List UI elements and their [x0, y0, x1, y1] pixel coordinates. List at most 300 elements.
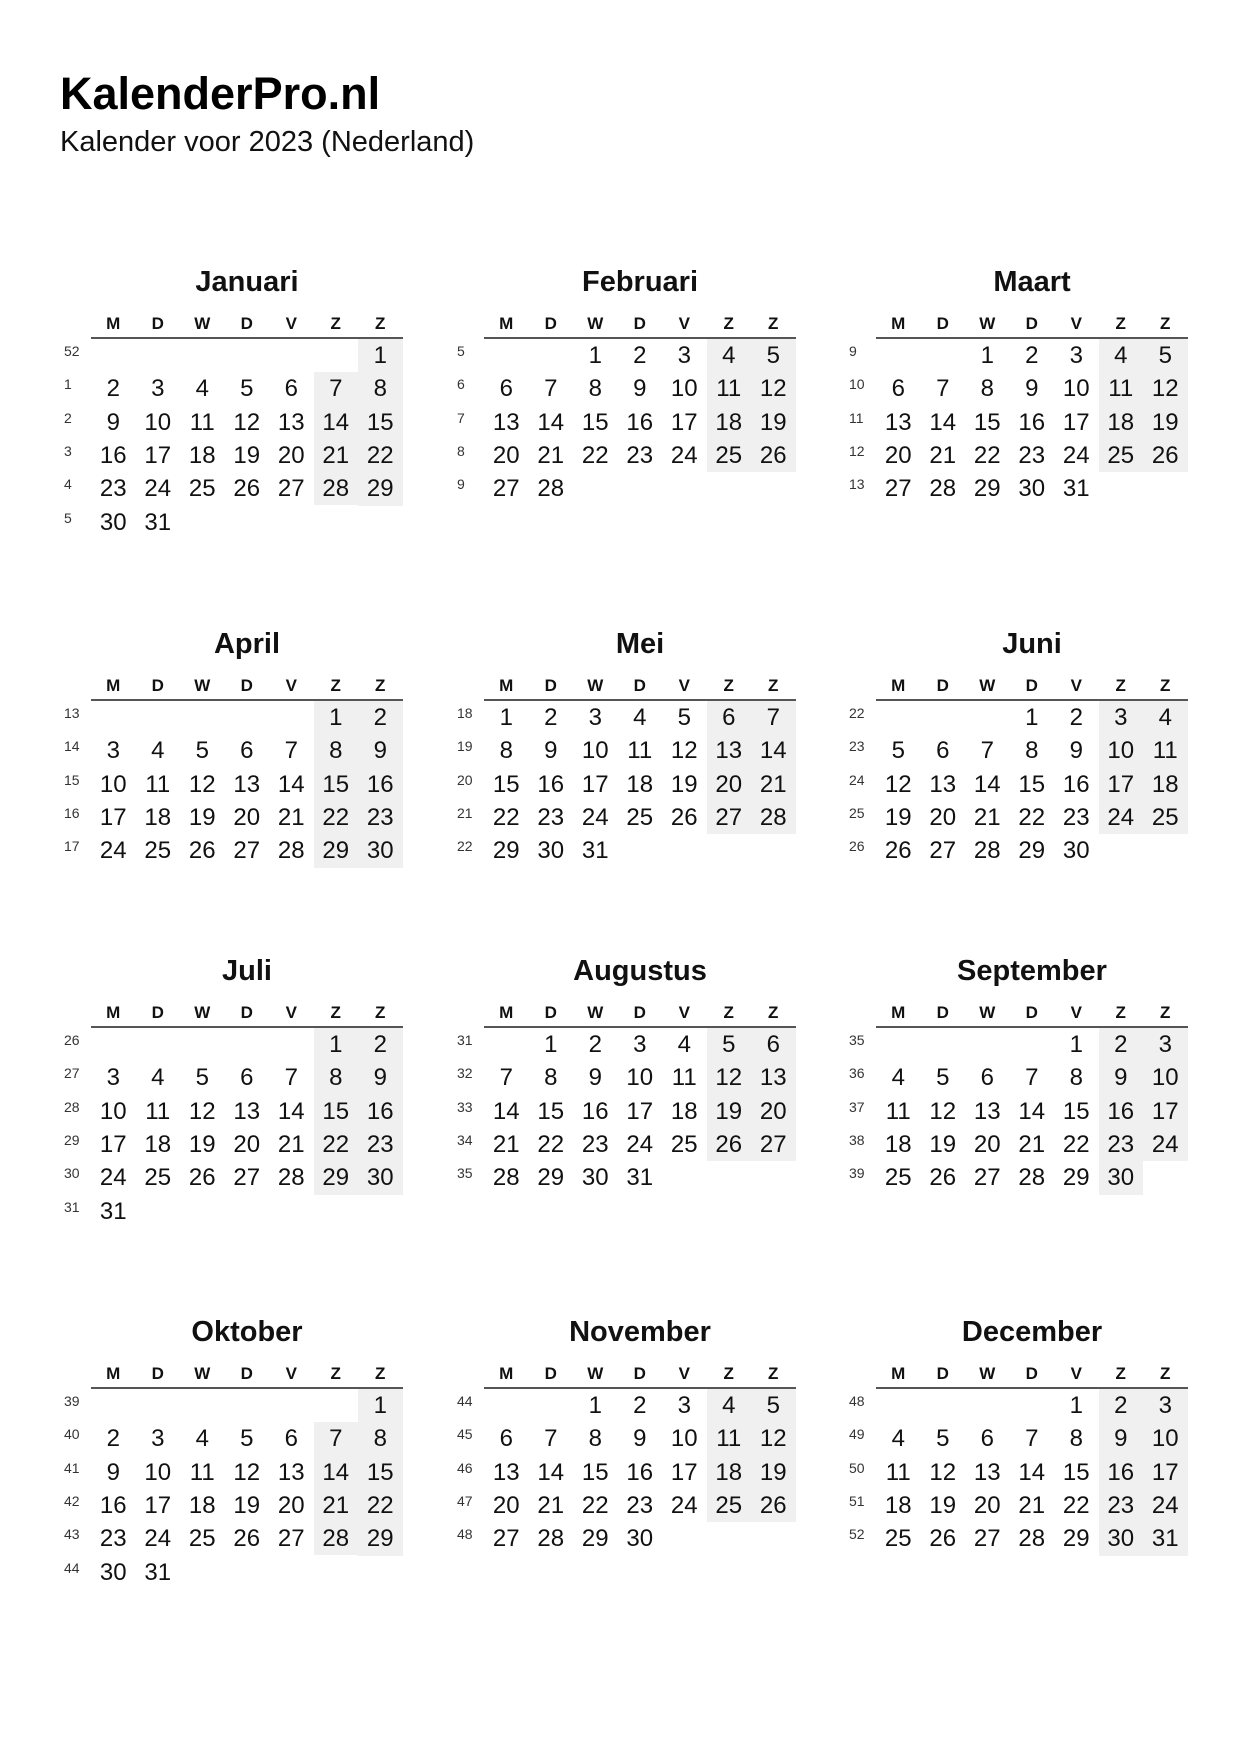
- day-cell: 5: [240, 1425, 254, 1453]
- day-cell: 4: [891, 1425, 905, 1453]
- week-number: 44: [64, 1559, 80, 1576]
- day-cell: 1: [1069, 1031, 1083, 1058]
- week-number: 16: [64, 804, 80, 821]
- weekday-header: V: [678, 1364, 690, 1383]
- day-cell: 4: [195, 375, 209, 403]
- weekend-day-cell: 1: [329, 704, 343, 731]
- weekday-header: Z: [330, 1364, 341, 1383]
- month-name: April: [213, 628, 281, 660]
- weekend-day-cell: 8: [373, 1425, 387, 1453]
- day-cell: 7: [936, 375, 950, 403]
- week-number: 51: [849, 1492, 865, 1509]
- weekend-day-cell: 30: [1107, 1164, 1135, 1192]
- weekend-day-cell: 8: [329, 1064, 343, 1092]
- weekend-day-cell: 8: [373, 375, 387, 403]
- day-cell: 5: [936, 1425, 950, 1453]
- day-cell: 12: [884, 770, 912, 798]
- day-cell: 23: [99, 475, 127, 503]
- day-cell: 17: [670, 1458, 698, 1486]
- day-cell: 26: [884, 837, 912, 865]
- weekday-header: Z: [375, 314, 386, 333]
- weekend-day-cell: 20: [759, 1097, 787, 1125]
- day-cell: 13: [233, 1097, 261, 1125]
- weekday-header: W: [194, 676, 211, 695]
- week-number: 32: [457, 1065, 473, 1082]
- day-cell: 12: [233, 1458, 261, 1486]
- day-cell: 19: [670, 770, 698, 798]
- day-cell: 12: [670, 737, 698, 765]
- day-cell: 30: [1018, 475, 1046, 503]
- weekend-day-cell: 23: [366, 1130, 394, 1158]
- weekend-day-cell: 2: [1114, 1392, 1128, 1419]
- day-cell: 28: [277, 1164, 305, 1192]
- weekday-header: Z: [768, 676, 779, 695]
- day-cell: 11: [145, 770, 171, 798]
- weekday-header: Z: [1115, 676, 1126, 695]
- day-cell: 6: [240, 1064, 254, 1092]
- weekend-day-cell: 22: [322, 1130, 350, 1158]
- day-cell: 4: [151, 737, 165, 765]
- month-name: Oktober: [191, 1316, 303, 1348]
- day-cell: 17: [144, 441, 172, 469]
- weekend-day-cell: 9: [373, 737, 387, 765]
- week-number: 26: [64, 1032, 80, 1048]
- site-subtitle: Kalender voor 2023 (Nederland): [60, 126, 475, 158]
- weekend-day-cell: 27: [759, 1130, 787, 1158]
- day-cell: 14: [929, 408, 957, 436]
- weekend-day-cell: 27: [715, 803, 743, 831]
- day-cell: 13: [973, 1097, 1001, 1125]
- weekend-day-cell: 23: [366, 803, 394, 831]
- weekend-day-cell: 8: [329, 737, 343, 765]
- day-cell: 31: [144, 508, 172, 536]
- week-number: 28: [64, 1098, 80, 1115]
- day-cell: 24: [670, 1491, 698, 1519]
- day-cell: 28: [537, 1525, 565, 1553]
- day-cell: 27: [973, 1164, 1001, 1192]
- weekday-header: V: [1070, 1364, 1082, 1383]
- day-cell: 9: [633, 375, 647, 403]
- month-name: Juli: [222, 955, 272, 987]
- weekend-day-cell: 1: [373, 1392, 387, 1419]
- weekend-day-cell: 28: [759, 803, 787, 831]
- weekday-header: M: [891, 314, 906, 333]
- day-cell: 16: [626, 1458, 654, 1486]
- day-cell: 27: [929, 837, 957, 865]
- day-cell: 25: [144, 1164, 172, 1192]
- month-1: [60, 266, 412, 566]
- day-cell: 6: [980, 1425, 994, 1453]
- weekend-day-cell: 9: [1114, 1425, 1128, 1453]
- weekend-day-cell: 15: [366, 1458, 394, 1486]
- day-cell: 20: [884, 441, 912, 469]
- day-cell: 3: [106, 737, 120, 765]
- weekday-header: V: [678, 314, 690, 333]
- week-number: 25: [849, 804, 865, 821]
- day-cell: 31: [99, 1197, 127, 1225]
- day-cell: 20: [233, 803, 261, 831]
- weekday-header: M: [499, 1364, 514, 1383]
- day-cell: 28: [929, 475, 957, 503]
- day-cell: 11: [671, 1064, 697, 1092]
- day-cell: 31: [581, 837, 609, 865]
- day-cell: 26: [929, 1525, 957, 1553]
- day-cell: 13: [233, 770, 261, 798]
- week-number: 9: [849, 343, 857, 359]
- day-cell: 10: [99, 1097, 127, 1125]
- weekend-day-cell: 28: [322, 475, 350, 503]
- day-cell: 7: [499, 1064, 513, 1092]
- weekend-day-cell: 12: [759, 375, 787, 403]
- day-cell: 6: [499, 375, 513, 403]
- day-cell: 9: [1069, 737, 1083, 765]
- week-number: 39: [849, 1165, 865, 1182]
- day-cell: 31: [626, 1164, 654, 1192]
- weekend-day-cell: 14: [759, 737, 787, 765]
- weekend-day-cell: 25: [1107, 441, 1135, 469]
- day-cell: 30: [537, 837, 565, 865]
- weekend-day-cell: 13: [759, 1064, 787, 1092]
- weekend-day-cell: 11: [716, 1425, 742, 1453]
- day-cell: 19: [929, 1491, 957, 1519]
- day-cell: 27: [884, 475, 912, 503]
- day-cell: 16: [1062, 770, 1090, 798]
- day-cell: 16: [581, 1097, 609, 1125]
- day-cell: 27: [233, 1164, 261, 1192]
- day-cell: 26: [188, 837, 216, 865]
- weekend-day-cell: 18: [1107, 408, 1135, 436]
- weekday-header: D: [1025, 676, 1038, 695]
- weekday-header: W: [587, 676, 604, 695]
- weekend-day-cell: 12: [1151, 375, 1179, 403]
- day-cell: 30: [626, 1525, 654, 1553]
- weekend-day-cell: 16: [1107, 1097, 1135, 1125]
- weekend-day-cell: 15: [322, 1097, 350, 1125]
- day-cell: 13: [492, 408, 520, 436]
- weekend-day-cell: 1: [373, 342, 387, 369]
- month-9: [845, 955, 1197, 1255]
- month-name: Februari: [581, 266, 699, 298]
- day-cell: 21: [277, 1130, 305, 1158]
- day-cell: 8: [588, 375, 602, 403]
- weekday-header: M: [106, 314, 121, 333]
- day-cell: 8: [499, 737, 513, 765]
- weekday-header: V: [678, 1003, 690, 1022]
- day-cell: 2: [633, 1392, 647, 1419]
- weekend-day-cell: 7: [329, 375, 343, 403]
- day-cell: 4: [633, 704, 647, 731]
- week-number: 31: [457, 1032, 473, 1048]
- weekend-day-cell: 20: [715, 770, 743, 798]
- day-cell: 20: [233, 1130, 261, 1158]
- day-cell: 17: [670, 408, 698, 436]
- weekday-header: D: [633, 1003, 646, 1022]
- day-cell: 30: [99, 508, 127, 536]
- month-name: September: [957, 955, 1107, 987]
- week-number: 40: [64, 1426, 80, 1443]
- month-name: Maart: [993, 266, 1071, 298]
- day-cell: 31: [144, 1558, 172, 1586]
- weekday-header: M: [106, 1003, 121, 1022]
- weekend-day-cell: 29: [366, 1525, 394, 1553]
- weekday-header: W: [979, 1364, 996, 1383]
- month-name: Januari: [195, 266, 299, 298]
- day-cell: 14: [277, 1097, 305, 1125]
- weekday-header: D: [240, 314, 253, 333]
- weekday-header: D: [936, 314, 949, 333]
- weekend-day-cell: 5: [1158, 342, 1172, 369]
- day-cell: 24: [1062, 441, 1090, 469]
- day-cell: 12: [929, 1097, 957, 1125]
- week-number: 35: [849, 1032, 865, 1048]
- week-number: 5: [457, 343, 465, 359]
- day-cell: 29: [973, 475, 1001, 503]
- day-cell: 22: [492, 803, 520, 831]
- weekday-header: Z: [723, 1003, 734, 1022]
- day-cell: 23: [1018, 441, 1046, 469]
- day-cell: 26: [670, 803, 698, 831]
- day-cell: 12: [188, 770, 216, 798]
- day-cell: 21: [277, 803, 305, 831]
- day-cell: 3: [677, 342, 691, 369]
- weekend-day-cell: 5: [766, 342, 780, 369]
- weekday-header: D: [544, 676, 557, 695]
- weekday-header: D: [1025, 314, 1038, 333]
- weekend-day-cell: 19: [715, 1097, 743, 1125]
- month-10: [60, 1316, 412, 1616]
- day-cell: 14: [1018, 1458, 1046, 1486]
- day-cell: 24: [99, 837, 127, 865]
- weekend-day-cell: 12: [715, 1064, 743, 1092]
- day-cell: 25: [144, 837, 172, 865]
- day-cell: 6: [891, 375, 905, 403]
- weekend-day-cell: 10: [1151, 1425, 1179, 1453]
- weekend-day-cell: 25: [715, 441, 743, 469]
- weekday-header: Z: [723, 676, 734, 695]
- day-cell: 27: [492, 475, 520, 503]
- weekend-day-cell: 23: [1107, 1491, 1135, 1519]
- day-cell: 14: [492, 1097, 520, 1125]
- day-cell: 28: [537, 475, 565, 503]
- month-11: [453, 1316, 805, 1616]
- day-cell: 21: [492, 1130, 520, 1158]
- weekend-day-cell: 23: [1107, 1130, 1135, 1158]
- week-number: 48: [457, 1526, 473, 1543]
- day-cell: 15: [1062, 1097, 1090, 1125]
- day-cell: 21: [1018, 1491, 1046, 1519]
- day-cell: 22: [1062, 1491, 1090, 1519]
- day-cell: 10: [1062, 375, 1090, 403]
- weekend-day-cell: 16: [366, 770, 394, 798]
- day-cell: 11: [145, 1097, 171, 1125]
- day-cell: 15: [581, 408, 609, 436]
- week-number: 37: [849, 1098, 865, 1115]
- day-cell: 28: [1018, 1525, 1046, 1553]
- week-number: 3: [64, 442, 72, 459]
- weekday-header: D: [936, 676, 949, 695]
- day-cell: 26: [233, 1525, 261, 1553]
- day-cell: 14: [537, 408, 565, 436]
- day-cell: 25: [670, 1130, 698, 1158]
- weekend-day-cell: 29: [322, 1164, 350, 1192]
- day-cell: 26: [929, 1164, 957, 1192]
- week-number: 5: [64, 509, 72, 526]
- weekend-day-cell: 22: [322, 803, 350, 831]
- day-cell: 6: [240, 737, 254, 765]
- weekday-header: D: [151, 676, 164, 695]
- weekday-header: Z: [1160, 1003, 1171, 1022]
- week-number: 38: [849, 1131, 865, 1148]
- day-cell: 8: [980, 375, 994, 403]
- day-cell: 16: [626, 408, 654, 436]
- weekday-header: Z: [723, 314, 734, 333]
- weekend-day-cell: 24: [1107, 803, 1135, 831]
- weekend-day-cell: 16: [366, 1097, 394, 1125]
- day-cell: 5: [936, 1064, 950, 1092]
- weekday-header: Z: [1160, 1364, 1171, 1383]
- weekend-day-cell: 9: [1114, 1064, 1128, 1092]
- weekend-day-cell: 11: [1152, 737, 1178, 765]
- day-cell: 2: [544, 704, 558, 731]
- day-cell: 2: [588, 1031, 602, 1058]
- weekday-header: M: [891, 1364, 906, 1383]
- day-cell: 19: [929, 1130, 957, 1158]
- weekday-header: D: [1025, 1364, 1038, 1383]
- day-cell: 18: [884, 1491, 912, 1519]
- day-cell: 2: [1069, 704, 1083, 731]
- weekend-day-cell: 22: [366, 441, 394, 469]
- weekday-header: D: [151, 1003, 164, 1022]
- weekend-day-cell: 26: [759, 1491, 787, 1519]
- weekend-day-cell: 17: [1151, 1458, 1179, 1486]
- day-cell: 3: [588, 704, 602, 731]
- day-cell: 1: [588, 342, 602, 369]
- weekend-day-cell: 10: [1151, 1064, 1179, 1092]
- weekday-header: V: [1070, 314, 1082, 333]
- day-cell: 27: [492, 1525, 520, 1553]
- week-number: 1: [64, 376, 72, 393]
- week-number: 9: [457, 476, 465, 493]
- weekend-day-cell: 7: [329, 1425, 343, 1453]
- day-cell: 7: [544, 1425, 558, 1453]
- month-name: Mei: [615, 628, 665, 660]
- weekday-header: D: [544, 314, 557, 333]
- weekday-header: W: [194, 1003, 211, 1022]
- day-cell: 13: [884, 408, 912, 436]
- day-cell: 16: [1018, 408, 1046, 436]
- day-cell: 29: [1018, 837, 1046, 865]
- day-cell: 28: [1018, 1164, 1046, 1192]
- day-cell: 27: [233, 837, 261, 865]
- week-number: 15: [64, 771, 80, 788]
- day-cell: 8: [1069, 1064, 1083, 1092]
- day-cell: 9: [588, 1064, 602, 1092]
- day-cell: 13: [277, 1458, 305, 1486]
- week-number: 46: [457, 1459, 473, 1476]
- day-cell: 18: [144, 1130, 172, 1158]
- week-number: 52: [64, 343, 80, 359]
- weekday-header: W: [587, 314, 604, 333]
- day-cell: 19: [233, 1491, 261, 1519]
- weekday-header: D: [544, 1364, 557, 1383]
- day-cell: 11: [189, 1458, 215, 1486]
- day-cell: 2: [106, 1425, 120, 1453]
- weekend-day-cell: 17: [1107, 770, 1135, 798]
- weekday-header: Z: [1115, 1003, 1126, 1022]
- day-cell: 24: [670, 441, 698, 469]
- day-cell: 4: [677, 1031, 691, 1058]
- weekend-day-cell: 16: [1107, 1458, 1135, 1486]
- day-cell: 2: [633, 342, 647, 369]
- day-cell: 9: [106, 1458, 120, 1486]
- day-cell: 10: [626, 1064, 654, 1092]
- day-cell: 3: [633, 1031, 647, 1058]
- weekday-header: W: [979, 1003, 996, 1022]
- weekend-day-cell: 3: [1158, 1031, 1172, 1058]
- day-cell: 6: [284, 375, 298, 403]
- day-cell: 23: [1062, 803, 1090, 831]
- week-number: 13: [64, 705, 80, 721]
- weekend-day-cell: 26: [1151, 441, 1179, 469]
- weekday-header: Z: [1160, 676, 1171, 695]
- weekend-day-cell: 11: [716, 375, 742, 403]
- weekday-header: Z: [330, 1003, 341, 1022]
- weekday-header: D: [633, 314, 646, 333]
- day-cell: 1: [1025, 704, 1039, 731]
- week-number: 31: [64, 1198, 80, 1215]
- day-cell: 19: [188, 803, 216, 831]
- week-number: 50: [849, 1459, 865, 1476]
- week-number: 2: [64, 409, 72, 426]
- weekday-header: M: [891, 1003, 906, 1022]
- day-cell: 4: [151, 1064, 165, 1092]
- weekend-day-cell: 5: [722, 1031, 736, 1058]
- weekday-header: Z: [768, 1003, 779, 1022]
- day-cell: 25: [188, 1525, 216, 1553]
- weekend-day-cell: 24: [1151, 1491, 1179, 1519]
- weekday-header: D: [633, 676, 646, 695]
- day-cell: 11: [885, 1097, 911, 1125]
- day-cell: 11: [885, 1458, 911, 1486]
- day-cell: 14: [537, 1458, 565, 1486]
- day-cell: 3: [151, 375, 165, 403]
- weekend-day-cell: 30: [366, 837, 394, 865]
- day-cell: 20: [492, 441, 520, 469]
- day-cell: 24: [581, 803, 609, 831]
- weekday-header: D: [633, 1364, 646, 1383]
- weekday-header: M: [499, 1003, 514, 1022]
- day-cell: 29: [1062, 1164, 1090, 1192]
- day-cell: 20: [492, 1491, 520, 1519]
- weekend-day-cell: 2: [373, 704, 387, 731]
- day-cell: 2: [1025, 342, 1039, 369]
- week-number: 17: [64, 838, 80, 855]
- day-cell: 1: [499, 704, 513, 731]
- weekday-header: D: [240, 1003, 253, 1022]
- day-cell: 8: [544, 1064, 558, 1092]
- weekend-day-cell: 3: [1158, 1392, 1172, 1419]
- day-cell: 18: [670, 1097, 698, 1125]
- day-cell: 20: [277, 441, 305, 469]
- weekday-header: Z: [1115, 1364, 1126, 1383]
- day-cell: 1: [980, 342, 994, 369]
- day-cell: 16: [537, 770, 565, 798]
- week-number: 29: [64, 1131, 80, 1148]
- day-cell: 8: [588, 1425, 602, 1453]
- day-cell: 12: [929, 1458, 957, 1486]
- weekday-header: Z: [330, 314, 341, 333]
- day-cell: 7: [544, 375, 558, 403]
